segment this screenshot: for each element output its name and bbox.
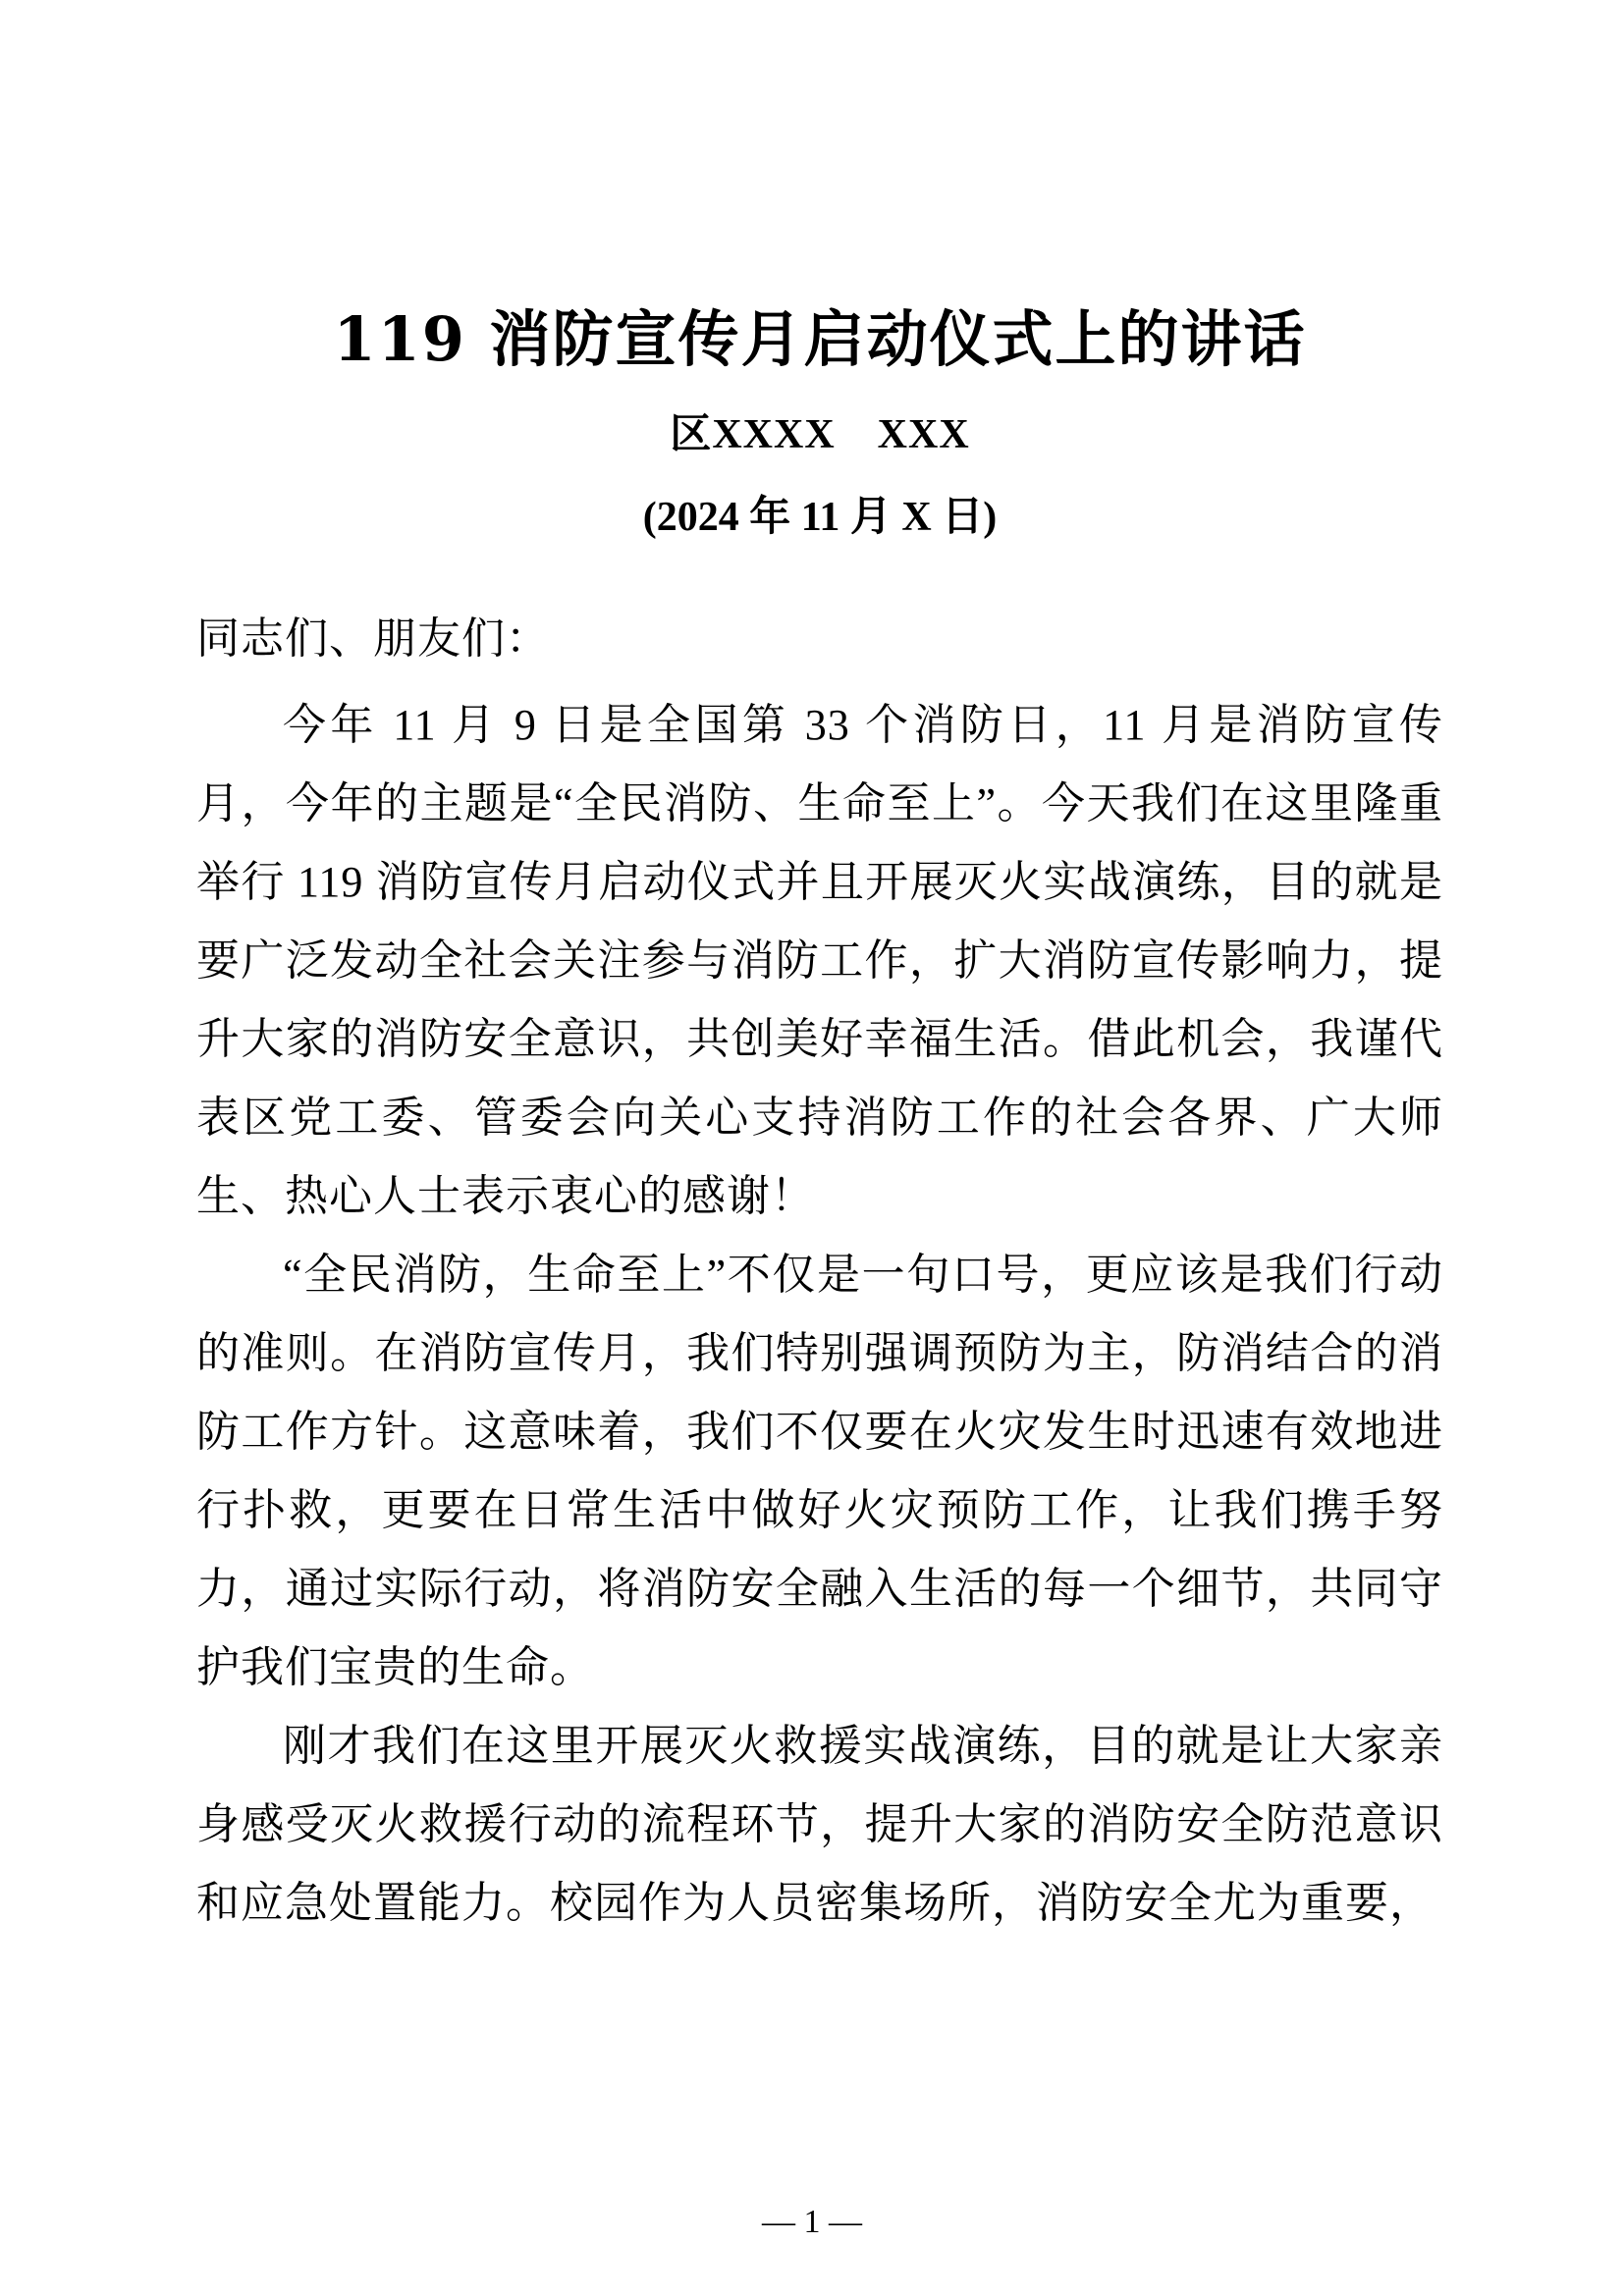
page-number: — 1 — (762, 2204, 862, 2240)
author-line: 区XXXX XXX (670, 412, 970, 457)
paragraph-2: “全民消防，生命至上”不仅是一句口号，更应该是我们行动的准则。在消防宣传月，我们特别强调预防为主，防消结合的消防工作方针。这意味着，我们不仅要在火灾发生时迅速有效地进行扑救，更要在日常生活中做好火灾预防工作，让我们携手努力，通过实际行动，将消防安全融入生活的每一个细节，共同守护我们宝贵的生命。 (196, 1251, 1443, 1691)
date-line: (2024 年 11 月 X 日) (642, 495, 998, 540)
document-title: 119 消防宣传月启动仪式上的讲话 (333, 303, 1307, 375)
salutation-line: 同志们、朋友们： (196, 614, 550, 663)
paragraph-1: 今年 11 月 9 日是全国第 33 个消防日，11 月是消防宣传月，今年的主题是“全民消防、生命至上”。今天我们在这里隆重举行 119 消防宣传月启动仪式并且开展灭火实战演练，目的就是要广泛发动全社会关注参与消防工作，扩大消防宣传影响力，提升大家的消防安全意识，共创美好幸福生活。借此机会，我谨代表区党工委、管委会向关心支持消防工作的社会各界、广大师生、热心人士表示衷心的感谢！ (196, 701, 1443, 1220)
document-body (196, 600, 1443, 1943)
paragraph-3: 刚才我们在这里开展灭火救援实战演练，目的就是让大家亲身感受灭火救援行动的流程环节，提升大家的消防安全防范意识和应急处置能力。校园作为人员密集场所，消防安全尤为重要， (196, 1722, 1443, 1927)
